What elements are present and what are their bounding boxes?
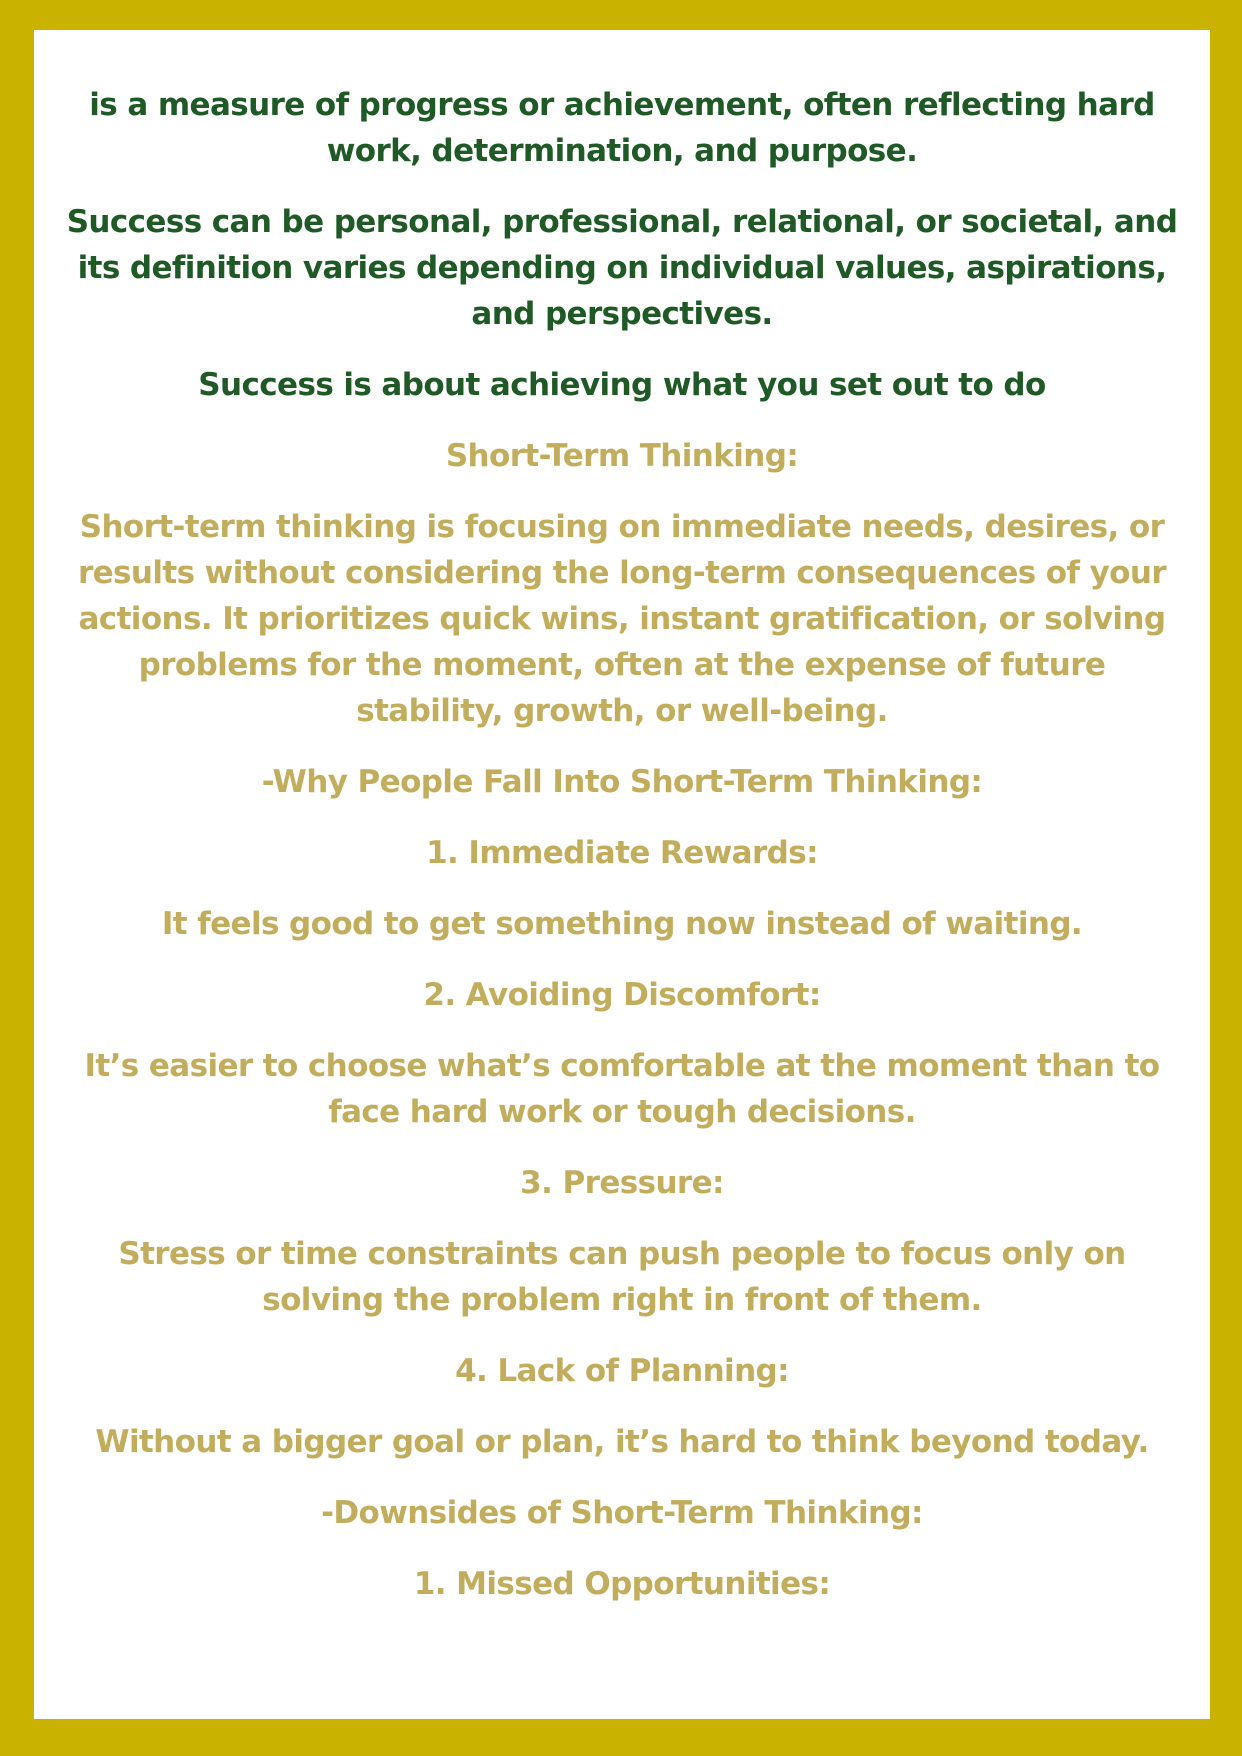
why-item-title: 3. Pressure: bbox=[520, 1165, 724, 1201]
why-item-text: It’s easier to choose what’s comfortable at the moment than to face hard work or tough decisions. bbox=[84, 1048, 1160, 1130]
document-page bbox=[34, 30, 1210, 1719]
section-heading-downsides: -Downsides of Short-Term Thinking: bbox=[321, 1495, 923, 1531]
why-item-title: 1. Immediate Rewards: bbox=[426, 835, 818, 871]
document-body bbox=[64, 82, 1180, 1632]
why-item-title: 4. Lack of Planning: bbox=[455, 1353, 789, 1389]
why-item-text: It feels good to get something now instead of waiting. bbox=[161, 906, 1083, 942]
intro-paragraph-2: Success can be personal, professional, relational, or societal, and its definition varies depending on individual values, aspirations, and perspectives. bbox=[66, 204, 1178, 332]
intro-paragraph-1: is a measure of progress or achievement, often reflecting hard work, determination, and purpose. bbox=[89, 87, 1155, 169]
why-item-title: 2. Avoiding Discomfort: bbox=[423, 977, 821, 1013]
intro-paragraph-3: Success is about achieving what you set out to do bbox=[198, 367, 1046, 403]
why-item-text: Without a bigger goal or plan, it’s hard to think beyond today. bbox=[95, 1424, 1149, 1460]
section-heading-why: -Why People Fall Into Short-Term Thinking: bbox=[261, 764, 983, 800]
downside-item-title: 1. Missed Opportunities: bbox=[413, 1566, 831, 1602]
section-heading-short-term: Short-Term Thinking: bbox=[445, 438, 799, 474]
short-term-definition: Short-term thinking is focusing on immediate needs, desires, or results without considering the long-term consequences of your actions. It prioritizes quick wins, instant gratification, or solving problems for the moment, often at the expense of future stability, growth, or well-being. bbox=[77, 509, 1167, 729]
why-item-text: Stress or time constraints can push people to focus only on solving the problem right in front of them. bbox=[118, 1236, 1126, 1318]
